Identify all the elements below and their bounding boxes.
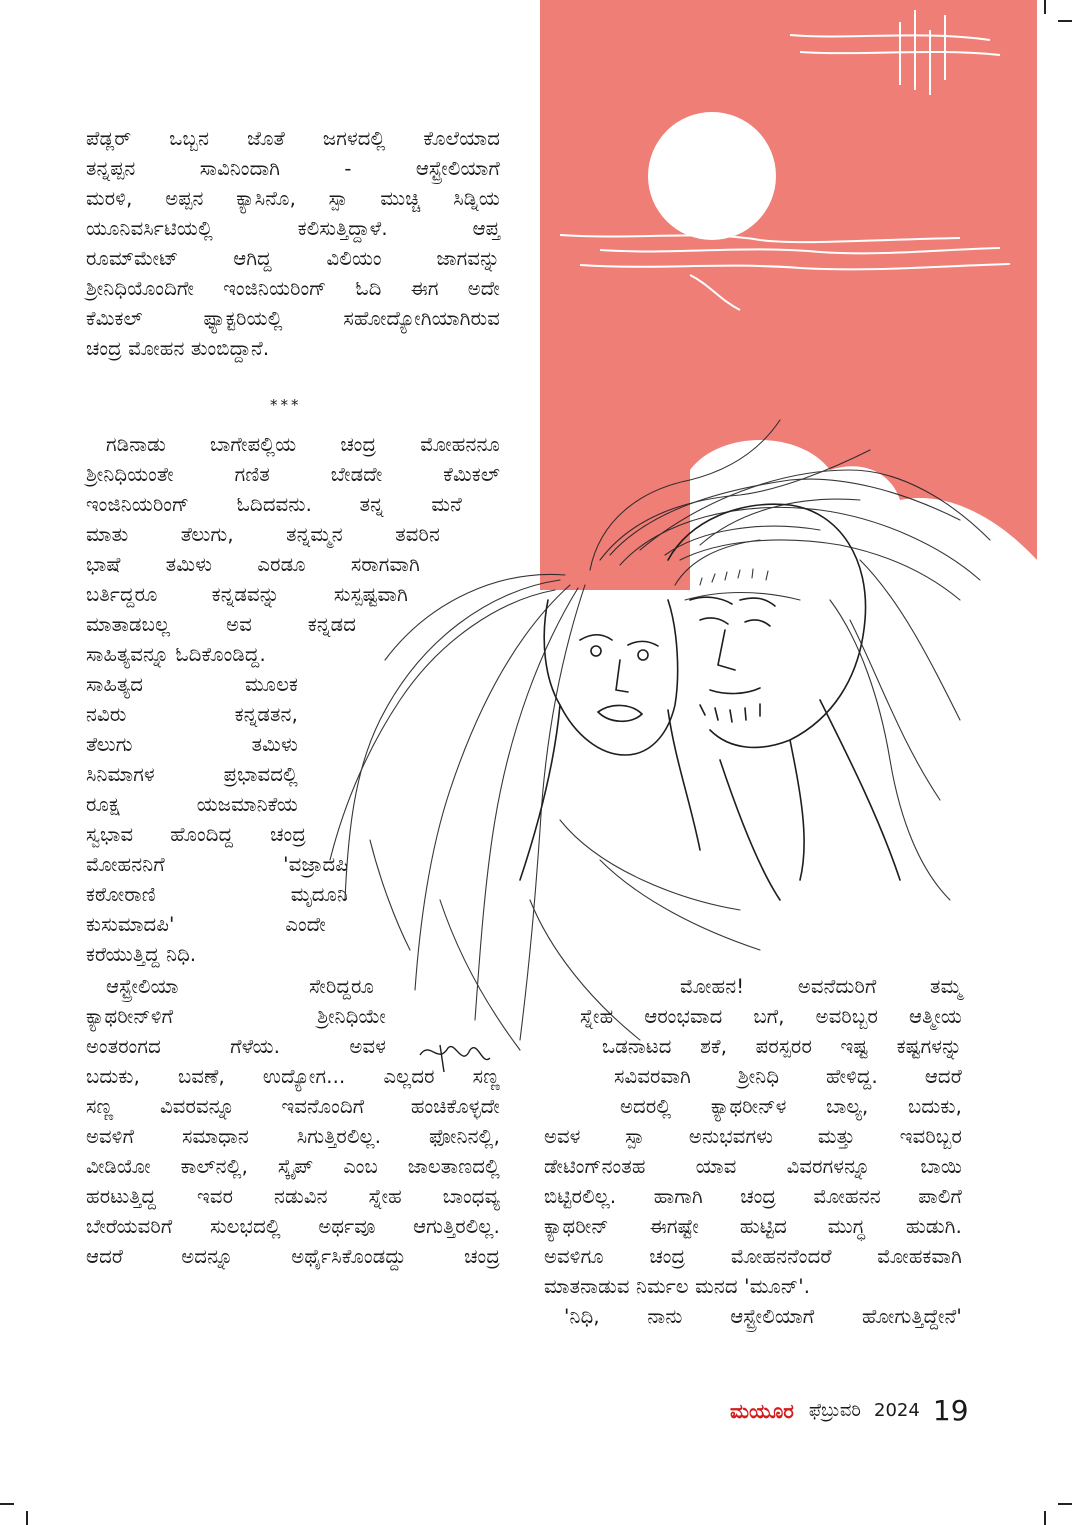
text-line: ಶ್ರೀನಿಧಿಯೊಂದಿಗೇ ಇಂಜಿನಿಯರಿಂಗ್ ಓದಿ ಈಗ ಅದೇ xyxy=(86,277,500,300)
text-line: ಅಂತರಂಗದ ಗೆಳೆಯ. ಅವಳ xyxy=(86,1035,386,1058)
text-line: 'ನಿಧಿ, ನಾನು ಆಸ್ಟ್ರೇಲಿಯಾಗೆ ಹೋಗುತ್ತಿದ್ದೇನೆ' xyxy=(564,1305,962,1328)
crop-mark xyxy=(0,1503,14,1505)
text-line: ನವಿರು ಕನ್ನಡತನ, xyxy=(86,703,298,726)
text-line: ಸವಿವರವಾಗಿ ಶ್ರೀನಿಧಿ ಹೇಳಿದ್ದ. ಆದರೆ xyxy=(614,1065,962,1088)
text-line: ಸ್ವಭಾವ ಹೊಂದಿದ್ದ ಚಂದ್ರ xyxy=(86,823,306,846)
crop-mark xyxy=(26,1511,28,1525)
text-line: ವೀಡಿಯೋ ಕಾಲ್‌ನಲ್ಲಿ, ಸ್ಕೈಪ್ ಎಂಬ ಜಾಲತಾಣದಲ್ಲಿ xyxy=(86,1155,500,1178)
text-line: ಮಾತನಾಡುವ ನಿರ್ಮಲ ಮನದ 'ಮೂನ್'. xyxy=(544,1275,811,1298)
text-line: ಭಾಷೆ ತಮಿಳು ಎರಡೂ ಸರಾಗವಾಗಿ xyxy=(86,553,420,576)
text-line: ಕ್ಯಾಥರೀನ್ ಈಗಷ್ಟೇ ಹುಟ್ಟಿದ ಮುಗ್ಧ ಹುಡುಗಿ. xyxy=(544,1215,962,1238)
text-line: ಡೇಟಿಂಗ್‌ನಂತಹ ಯಾವ ವಿವರಗಳನ್ನೂ ಬಾಯಿ xyxy=(544,1155,962,1178)
text-line: ತನ್ನಪ್ಪನ ಸಾವಿನಿಂದಾಗಿ - ಆಸ್ಟ್ರೇಲಿಯಾಗೆ xyxy=(86,157,500,180)
text-line: ತೆಲುಗು ತಮಿಳು xyxy=(86,733,298,756)
crop-mark xyxy=(1044,1511,1046,1525)
issue-year: 2024 xyxy=(874,1400,920,1421)
text-line: ಕುಸುಮಾದಪಿ' ಎಂದೇ xyxy=(86,913,326,936)
text-line: ಸಾಹಿತ್ಯದ ಮೂಲಕ xyxy=(86,673,298,696)
crop-mark xyxy=(1058,1503,1072,1505)
text-line: ಬದುಕು, ಬವಣೆ, ಉದ್ಯೋಗ... ಎಲ್ಲದರ ಸಣ್ಣ xyxy=(86,1065,500,1088)
text-line: ಮಾತಾಡಬಲ್ಲ ಅವ ಕನ್ನಡದ xyxy=(86,613,356,636)
text-line: ರೂಕ್ಷ ಯಜಮಾನಿಕೆಯ xyxy=(86,793,298,816)
text-line: ಬಿಟ್ಟಿರಲಿಲ್ಲ. ಹಾಗಾಗಿ ಚಂದ್ರ ಮೋಹನನ ಪಾಲಿಗೆ xyxy=(544,1185,962,1208)
text-line: ಒಡನಾಟದ ಶಕೆ, ಪರಸ್ಪರರ ಇಷ್ಟ ಕಷ್ಟಗಳನ್ನು xyxy=(602,1035,962,1058)
text-line: ಚಂದ್ರ ಮೋಹನ ತುಂಬಿದ್ದಾನೆ. xyxy=(86,337,270,360)
issue-month: ಫೆಬ್ರುವರಿ xyxy=(808,1400,861,1421)
text-line: ರೂಮ್‌ಮೇಟ್ ಆಗಿದ್ದ ವಿಲಿಯಂ ಜಾಗವನ್ನು xyxy=(86,247,500,270)
magazine-logo: ಮಯೂರ xyxy=(730,1398,794,1423)
text-line: ಮೋಹನ! ಅವನೆದುರಿಗೆ ತಮ್ಮ xyxy=(680,975,962,998)
text-line: ಶ್ರೀನಿಧಿಯಂತೇ ಗಣಿತ ಬೇಡದೇ ಕೆಮಿಕಲ್ xyxy=(86,463,500,486)
text-line: ಆಸ್ಟ್ರೇಲಿಯಾ ಸೇರಿದ್ದರೂ xyxy=(106,975,374,998)
text-line: ಅವಳ ಸ್ಪಾ ಅನುಭವಗಳು ಮತ್ತು ಇವರಿಬ್ಬರ xyxy=(544,1125,962,1148)
text-line: ಅದರಲ್ಲಿ ಕ್ಯಾಥರೀನ್‌ಳ ಬಾಲ್ಯ, ಬದುಕು, xyxy=(620,1095,962,1118)
text-line: ಗಡಿನಾಡು ಬಾಗೇಪಲ್ಲಿಯ ಚಂದ್ರ ಮೋಹನನೂ xyxy=(106,433,500,456)
text-line: ಪೆಡ್ಲರ್ ಒಬ್ಬನ ಜೊತೆ ಜಗಳದಲ್ಲಿ ಕೊಲೆಯಾದ xyxy=(86,127,500,150)
section-separator: *** xyxy=(270,396,302,414)
page-footer xyxy=(730,1394,969,1430)
text-line: ಯೂನಿವರ್ಸಿಟಿಯಲ್ಲಿ ಕಲಿಸುತ್ತಿದ್ದಾಳೆ. ಆಪ್ತ xyxy=(86,217,500,240)
page-number: 19 xyxy=(932,1394,969,1427)
text-line: ಅವಳಿಗೆ ಸಮಾಧಾನ ಸಿಗುತ್ತಿರಲಿಲ್ಲ. ಫೋನಿನಲ್ಲಿ, xyxy=(86,1125,500,1148)
text-line: ಆದರೆ ಅದನ್ನೂ ಅರ್ಥೈಸಿಕೊಂಡದ್ದು ಚಂದ್ರ xyxy=(86,1245,500,1268)
text-line: ಕ್ಯಾಥರೀನ್‌ಳಿಗೆ ಶ್ರೀನಿಧಿಯೇ xyxy=(86,1005,386,1028)
text-line: ಸಣ್ಣ ವಿವರವನ್ನೂ ಇವನೊಂದಿಗೆ ಹಂಚಿಕೊಳ್ಳದೇ xyxy=(86,1095,500,1118)
text-line: ಸ್ನೇಹ ಆರಂಭವಾದ ಬಗೆ, ಅವರಿಬ್ಬರ ಆತ್ಮೀಯ xyxy=(580,1005,962,1028)
text-line: ಬರ್ತಿದ್ದರೂ ಕನ್ನಡವನ್ನು ಸುಸ್ಪಷ್ಟವಾಗಿ xyxy=(86,583,408,606)
text-line: ಅವಳಿಗೂ ಚಂದ್ರ ಮೋಹನನೆಂದರೆ ಮೋಹಕವಾಗಿ xyxy=(544,1245,962,1268)
text-line: ಸಿನಿಮಾಗಳ ಪ್ರಭಾವದಲ್ಲಿ xyxy=(86,763,298,786)
text-line: ಹರಟುತ್ತಿದ್ದ ಇವರ ನಡುವಿನ ಸ್ನೇಹ ಬಾಂಧವ್ಯ xyxy=(86,1185,500,1208)
text-line: ಮೋಹನನಿಗೆ 'ವಜ್ರಾದಪಿ xyxy=(86,853,348,876)
text-line: ಮರಳಿ, ಅಪ್ಪನ ಕ್ಯಾಸಿನೊ, ಸ್ಪಾ ಮುಚ್ಚಿ ಸಿಡ್ನಿಯ xyxy=(86,187,500,210)
text-line: ಮಾತು ತೆಲುಗು, ತನ್ನಮ್ಮನ ತವರಿನ xyxy=(86,523,440,546)
text-line: ಕರೆಯುತ್ತಿದ್ದ ನಿಧಿ. xyxy=(86,943,197,966)
text-line: ಕೆಮಿಕಲ್ ಫ್ಯಾಕ್ಟರಿಯಲ್ಲಿ ಸಹೋದ್ಯೋಗಿಯಾಗಿರುವ xyxy=(86,307,500,330)
text-line: ಸಾಹಿತ್ಯವನ್ನೂ ಓದಿಕೊಂಡಿದ್ದ. xyxy=(86,643,266,666)
text-line: ಇಂಜಿನಿಯರಿಂಗ್ ಓದಿದವನು. ತನ್ನ ಮನೆ xyxy=(86,493,462,516)
text-line: ಬೇರೆಯವರಿಗೆ ಸುಲಭದಲ್ಲಿ ಅರ್ಥವೂ ಆಗುತ್ತಿರಲಿಲ್ಲ. xyxy=(86,1215,500,1238)
text-line: ಕಠೋರಾಣಿ ಮೃದೂನಿ xyxy=(86,883,348,906)
